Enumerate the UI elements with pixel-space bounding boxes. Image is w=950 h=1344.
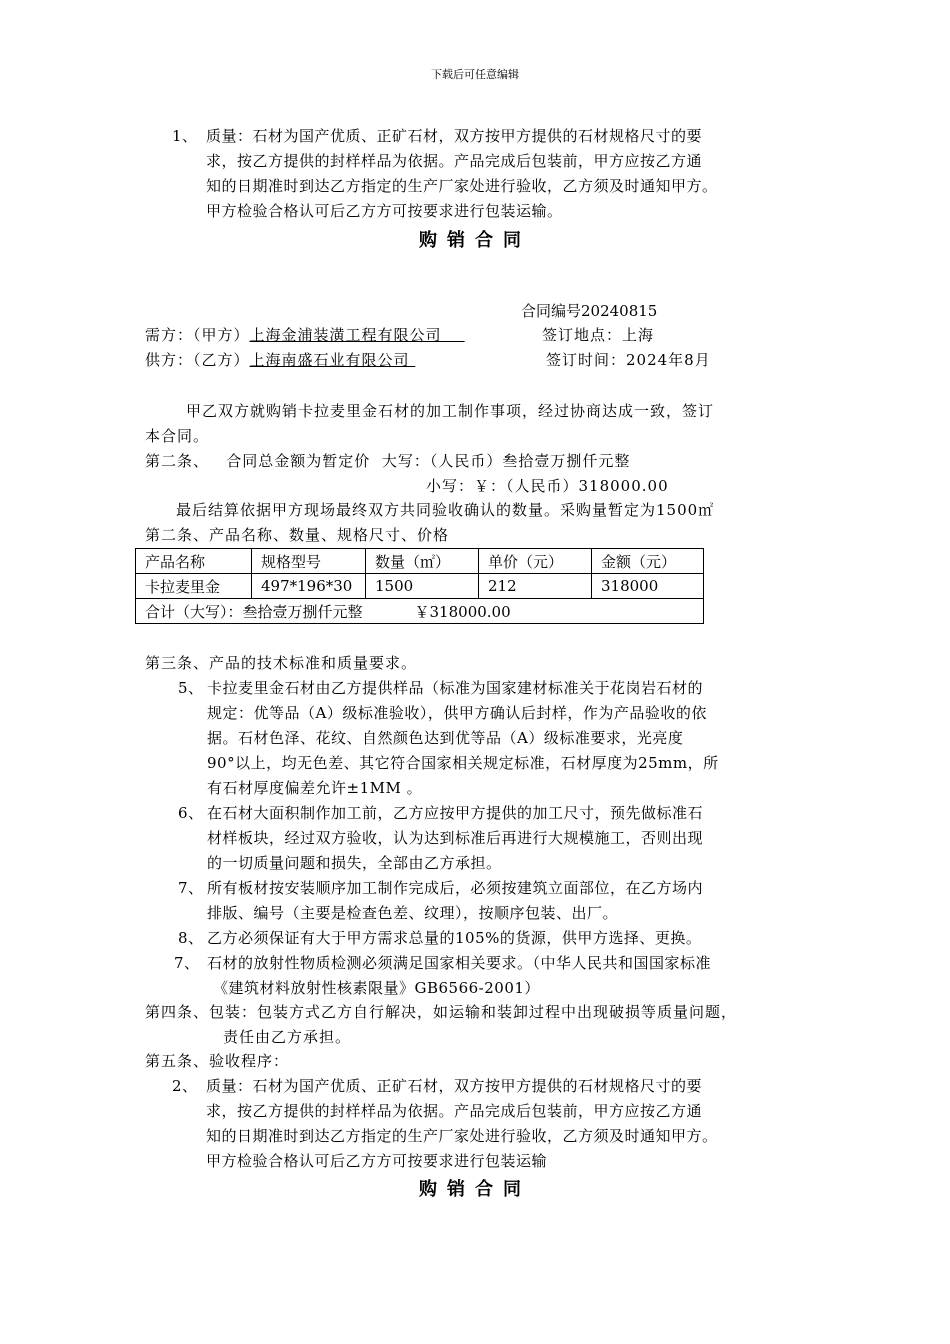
item-number: 5、 [178,679,204,697]
table-header-cell: 单价（元） [479,549,592,574]
article-2-settlement: 最后结算依据甲方现场最终双方共同验收确认的数量。采购量暂定为1500㎡ [176,501,715,519]
article-5-title: 第五条、验收程序： [145,1052,290,1070]
seller-label: 供方：（乙方） [145,351,250,369]
signing-date: 签订时间：2024年8月 [546,351,711,369]
signing-place: 签订地点：上海 [542,326,655,344]
item-line: 材样板块，经过双方验收，认为达到标准后再进行大规模施工，否则出现 [207,829,704,847]
table-cell: 318000 [592,574,704,599]
clause-top-number: 1、 [172,127,198,145]
total-amount: ￥318000.00 [414,602,511,621]
table-header-cell: 产品名称 [136,549,252,574]
seller-name: 上海南盛石业有限公司 [249,351,410,369]
article-3-item [174,951,827,1001]
article-3-title: 第三条、产品的技术标准和质量要求。 [145,654,418,672]
header-note: 下载后可任意编辑 [431,68,519,81]
table-header-row [136,549,704,574]
item-number: 7、 [178,879,204,897]
clause-top-line: 知的日期准时到达乙方指定的生产厂家处进行验收，乙方须及时通知甲方。 [206,177,718,195]
article-2-amount-figure: 小写：￥：（人民币）318000.00 [426,477,669,495]
item-line: 有石材厚度偏差允许±1MM 。 [207,779,423,797]
item-line: 石材的放射性物质检测必须满足国家相关要求。（中华人民共和国国家标准 [207,954,712,972]
buyer-line [145,323,465,348]
buyer-label: 需方：（甲方） [145,326,250,344]
clause-bottom-line: 知的日期准时到达乙方指定的生产厂家处进行验收，乙方须及时通知甲方。 [206,1127,718,1145]
intro-line: 本合同。 [145,427,210,445]
item-line: 排版、编号（主要是检查色差、纹理），按顺序包装、出厂。 [207,904,619,922]
total-label: 合计（大写）：叁拾壹万捌仟元整 [145,602,363,621]
table-cell: 212 [479,574,592,599]
item-line: 卡拉麦里金石材由乙方提供样品（标准为国家建材标准关于花岗岩石材的 [207,679,704,697]
item-line: 的一切质量问题和损失，全部由乙方承担。 [207,854,502,872]
table-header-cell: 数量（㎡） [366,549,479,574]
table-cell: 卡拉麦里金 [136,574,252,599]
buyer-name: 上海金浦装潢工程有限公司 [249,326,442,344]
article-4-packaging: 第四条、包装：包装方式乙方自行解决，如运输和装卸过程中出现破损等质量问题， [145,1003,738,1021]
item-line: 90°以上，均无色差、其它符合国家相关规定标准，石材厚度为25mm，所 [207,754,719,772]
table-row [136,574,704,599]
clause-bottom-line: 甲方检验合格认可后乙方方可按要求进行包装运输 [206,1152,548,1170]
item-number: 6、 [178,804,204,822]
table-cell: 497*196*30 [252,574,366,599]
clause-top [172,124,826,224]
contract-title-bottom: 购销合同 [419,1179,531,1200]
item-line: 《建筑材料放射性核素限量》GB6566-2001） [213,979,540,997]
intro-line: 甲乙双方就购销卡拉麦里金石材的加工制作事项，经过协商达成一致，签订 [186,402,715,420]
item-line: 乙方必须保证有大于甲方需求总量的105%的货源，供甲方选择、更换。 [207,929,702,947]
clause-top-line: 求，按乙方提供的封样样品为依据。产品完成后包装前，甲方应按乙方通 [206,152,703,170]
item-line: 在石材大面积制作加工前，乙方应按甲方提供的加工尺寸，预先做标准石 [207,804,704,822]
clause-bottom-line: 求，按乙方提供的封样样品为依据。产品完成后包装前，甲方应按乙方通 [206,1102,703,1120]
seller-line [145,348,415,373]
clause-bottom-number: 2、 [172,1077,198,1095]
clause-top-line: 质量：石材为国产优质、正矿石材，双方按甲方提供的石材规格尺寸的要 [206,127,703,145]
clause-top-line: 甲方检验合格认可后乙方方可按要求进行包装运输。 [206,202,563,220]
article-3-item [178,801,807,876]
article-3-item [178,876,807,926]
article-3-item [178,676,807,801]
clause-bottom [172,1074,826,1174]
table-header-cell: 金额（元） [592,549,704,574]
item-line: 所有板材按安装顺序加工制作完成后，必须按建筑立面部位，在乙方场内 [207,879,704,897]
item-line: 据。石材色泽、花纹、自然颜色达到优等品（A）级标准要求，光亮度 [207,729,684,747]
article-4-liability: 责任由乙方承担。 [223,1028,352,1046]
article-2-amount: 第二条、 合同总金额为暂定价 大写：（人民币）叁拾壹万捌仟元整 [145,452,631,470]
product-table [135,548,704,624]
table-total-cell [136,599,704,624]
article-3-item [178,926,807,951]
clause-bottom-line: 质量：石材为国产优质、正矿石材，双方按甲方提供的石材规格尺寸的要 [206,1077,703,1095]
item-number: 7、 [174,954,200,972]
contract-title: 购销合同 [419,230,531,251]
table-cell: 1500 [366,574,479,599]
table-total-row [136,599,704,624]
table-header-cell: 规格型号 [252,549,366,574]
item-line: 规定：优等品（A）级标准验收），供甲方确认后封样，作为产品验收的依 [207,704,707,722]
item-number: 8、 [178,929,204,947]
contract-number: 合同编号20240815 [521,302,658,320]
article-2-products-title: 第二条、产品名称、数量、规格尺寸、价格 [145,526,450,544]
